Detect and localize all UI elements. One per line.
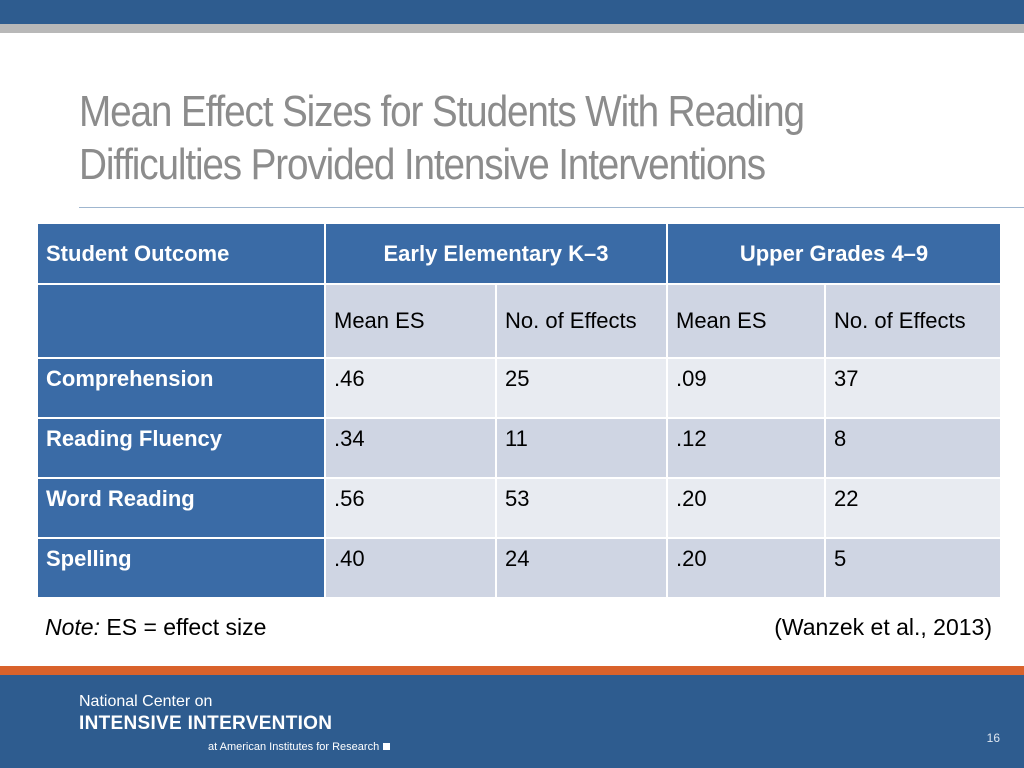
cell-early-no-of-effects: 11 — [496, 418, 667, 478]
subheader-upper-no-of-effects: No. of Effects — [825, 284, 1001, 358]
row-label: Word Reading — [37, 478, 325, 538]
subheader-empty-cell — [37, 284, 325, 358]
subheader-upper-mean-es: Mean ES — [667, 284, 825, 358]
cell-upper-no-of-effects: 22 — [825, 478, 1001, 538]
note-label: Note: — [45, 614, 100, 640]
cell-early-mean-es: .40 — [325, 538, 496, 598]
slide-title — [79, 86, 871, 192]
subheader-early-mean-es: Mean ES — [325, 284, 496, 358]
top-bar — [0, 0, 1024, 24]
page-number: 16 — [986, 731, 1000, 745]
square-icon — [383, 743, 390, 750]
row-label: Comprehension — [37, 358, 325, 418]
row-label: Reading Fluency — [37, 418, 325, 478]
footer-affiliation: at American Institutes for Research — [208, 741, 380, 753]
cell-early-no-of-effects: 24 — [496, 538, 667, 598]
table-subheader-row — [37, 284, 1001, 358]
cell-early-mean-es: .46 — [325, 358, 496, 418]
slide-title-line-2: Difficulties Provided Intensive Interventions — [79, 139, 766, 189]
cell-early-mean-es: .56 — [325, 478, 496, 538]
table-row — [37, 478, 1001, 538]
header-upper-grades: Upper Grades 4–9 — [667, 223, 1001, 284]
cell-upper-no-of-effects: 5 — [825, 538, 1001, 598]
table-note — [45, 614, 266, 641]
cell-upper-no-of-effects: 8 — [825, 418, 1001, 478]
cell-upper-mean-es: .20 — [667, 538, 825, 598]
table-header-row — [37, 223, 1001, 284]
cell-upper-mean-es: .20 — [667, 478, 825, 538]
table-row — [37, 358, 1001, 418]
subheader-early-no-of-effects: No. of Effects — [496, 284, 667, 358]
cell-upper-mean-es: .12 — [667, 418, 825, 478]
effect-size-table — [36, 222, 1002, 599]
footer-org-line-1: National Center on — [79, 693, 213, 710]
cell-early-no-of-effects: 25 — [496, 358, 667, 418]
table-row — [37, 418, 1001, 478]
cell-early-mean-es: .34 — [325, 418, 496, 478]
slide-title-line-1: Mean Effect Sizes for Students With Reading — [79, 87, 804, 136]
title-rule — [79, 207, 1024, 208]
row-label: Spelling — [37, 538, 325, 598]
footer-accent-stripe — [0, 666, 1024, 675]
note-text: ES = effect size — [106, 614, 267, 640]
cell-early-no-of-effects: 53 — [496, 478, 667, 538]
footer-org-line-3 — [208, 741, 390, 753]
table-row — [37, 538, 1001, 598]
cell-upper-mean-es: .09 — [667, 358, 825, 418]
top-stripe — [0, 24, 1024, 33]
header-student-outcome: Student Outcome — [37, 223, 325, 284]
citation: (Wanzek et al., 2013) — [774, 614, 992, 640]
header-early-elementary: Early Elementary K–3 — [325, 223, 667, 284]
cell-upper-no-of-effects: 37 — [825, 358, 1001, 418]
footer-org-line-2: INTENSIVE INTERVENTION — [79, 713, 333, 734]
